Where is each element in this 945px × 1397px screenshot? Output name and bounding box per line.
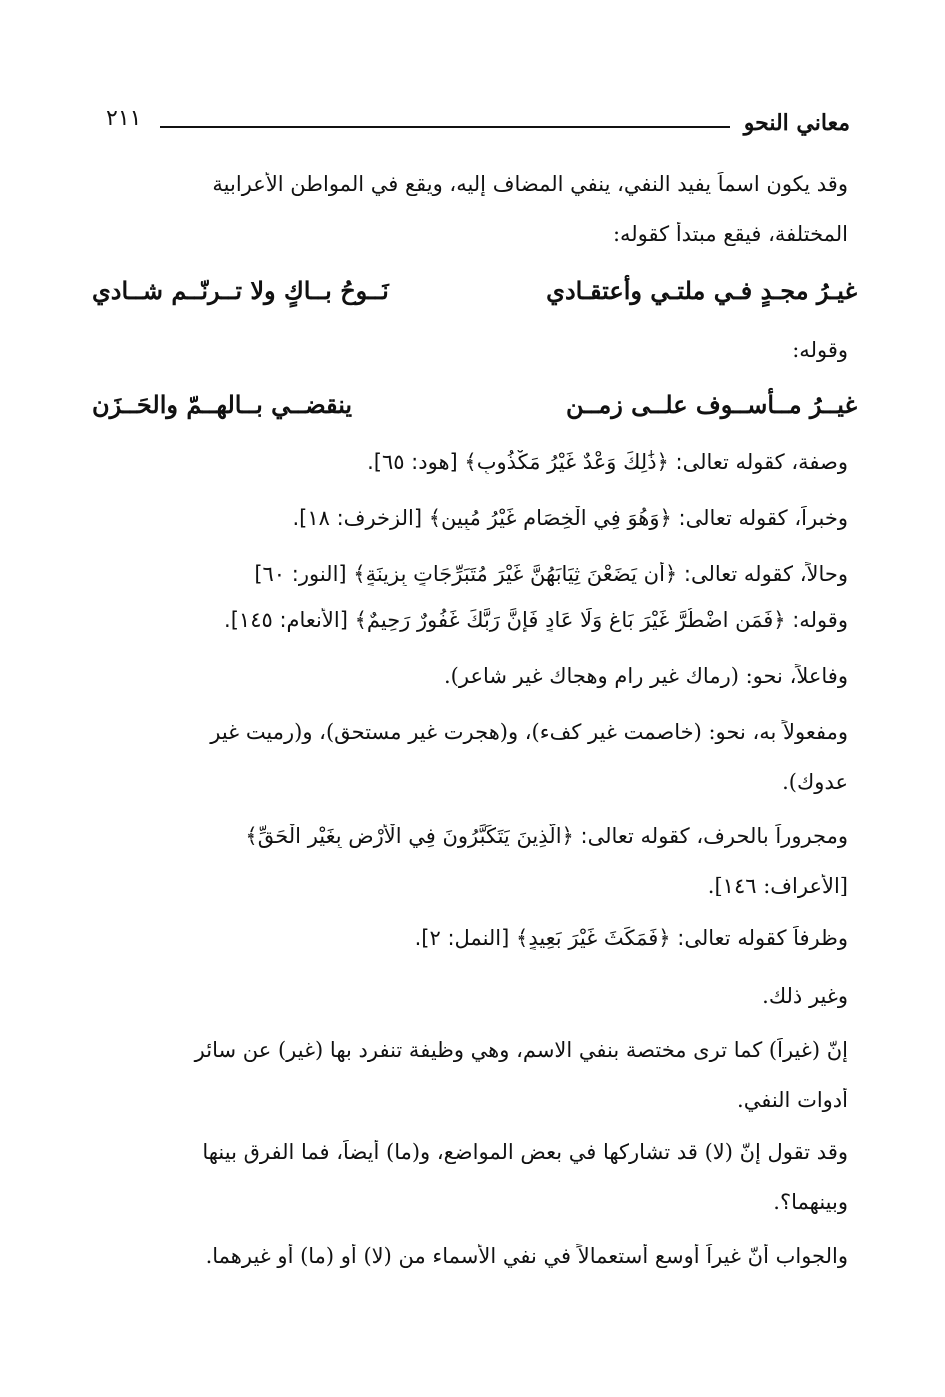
text-line: وقوله: (792, 338, 848, 362)
text-line: المختلفة، فيقع مبتدأ كقوله: (612, 222, 848, 246)
verse-hemistich-second: ينقضــي بــالهــمّ والحَــزَن (92, 390, 353, 419)
header-rule (160, 126, 730, 128)
text-line: وظرفاً كقوله تعالى: ﴿فَمَكَثَ غَيْرَ بَعِيدٍ﴾ [النمل: ٢]. (414, 926, 848, 950)
text-line: [الأعراف: ١٤٦]. (707, 874, 848, 898)
text-line: وقد تقول إنّ (لا) قد تشاركها في بعض المواضع، و(ما) أيضاً، فما الفرق بينها (202, 1140, 848, 1164)
text-line: وقوله: ﴿فَمَنِ اضْطُرَّ غَيْرَ بَاغٍ وَلَا عَادٍ فَإِنَّ رَبَّكَ غَفُورٌ رَحِيمٌ﴾ [الأنعام: ١٤٥]. (224, 608, 848, 632)
page-header (90, 104, 850, 144)
text-line: أدوات النفي. (737, 1088, 848, 1112)
text-line: عدوك). (782, 770, 848, 794)
page-number: ٢١١ (106, 106, 142, 131)
text-line: وحالاً، كقوله تعالى: ﴿أَن يَضَعْنَ ثِيَابَهُنَّ غَيْرَ مُتَبَرِّجَاتٍ بِزِينَةٍ﴾ [النور: ٦٠] (254, 562, 848, 586)
text-line: وفاعلاً، نحو: (رماك غير رام وهجاك غير شاعر). (443, 664, 848, 688)
verse-hemistich-second: نَــوحُ بــاكٍ ولا تــرنّــم شــادي (92, 276, 389, 305)
text-line: ومجروراً بالحرف، كقوله تعالى: ﴿الَّذِينَ يَتَكَبَّرُونَ فِي الْأَرْضِ بِغَيْرِ الْحَقِّ﴾ (245, 824, 848, 848)
book-title: معاني النحو (743, 110, 850, 136)
text-line: وخبراً، كقوله تعالى: ﴿وَهُوَ فِي الْخِصَامِ غَيْرُ مُبِينٍ﴾ [الزخرف: ١٨]. (292, 506, 848, 530)
text-line: ومفعولاً به، نحو: (خاصمت غير كفء)، و(هجرت غير مستحق)، و(رميت غير (210, 720, 848, 744)
text-line: وقد يكون اسماً يفيد النفي، ينفي المضاف إليه، ويقع في المواطن الأعرابية (212, 172, 848, 196)
text-line: إنّ (غيراً) كما ترى مختصة بنفي الاسم، وهي وظيفة تنفرد بها (غير) عن سائر (194, 1038, 848, 1062)
poetry-verse (92, 390, 857, 430)
text-line: وبينهما؟. (773, 1190, 848, 1214)
verse-hemistich-first: غيــرُ مــأســوف علــى زمــن (566, 390, 857, 419)
verse-hemistich-first: غيـرُ مجـدٍ فـي ملتـي وأعتقـادي (546, 276, 857, 305)
text-line: والجواب أنّ غيراً أوسع أستعمالاً في نفي الأسماء من (لا) أو (ما) أو غيرهما. (205, 1244, 848, 1268)
poetry-verse (92, 276, 857, 316)
text-line: وصفة، كقوله تعالى: ﴿ذَٰلِكَ وَعْدٌ غَيْرُ مَكْذُوبٍ﴾ [هود: ٦٥]. (367, 450, 848, 474)
text-line: وغير ذلك. (762, 984, 848, 1008)
